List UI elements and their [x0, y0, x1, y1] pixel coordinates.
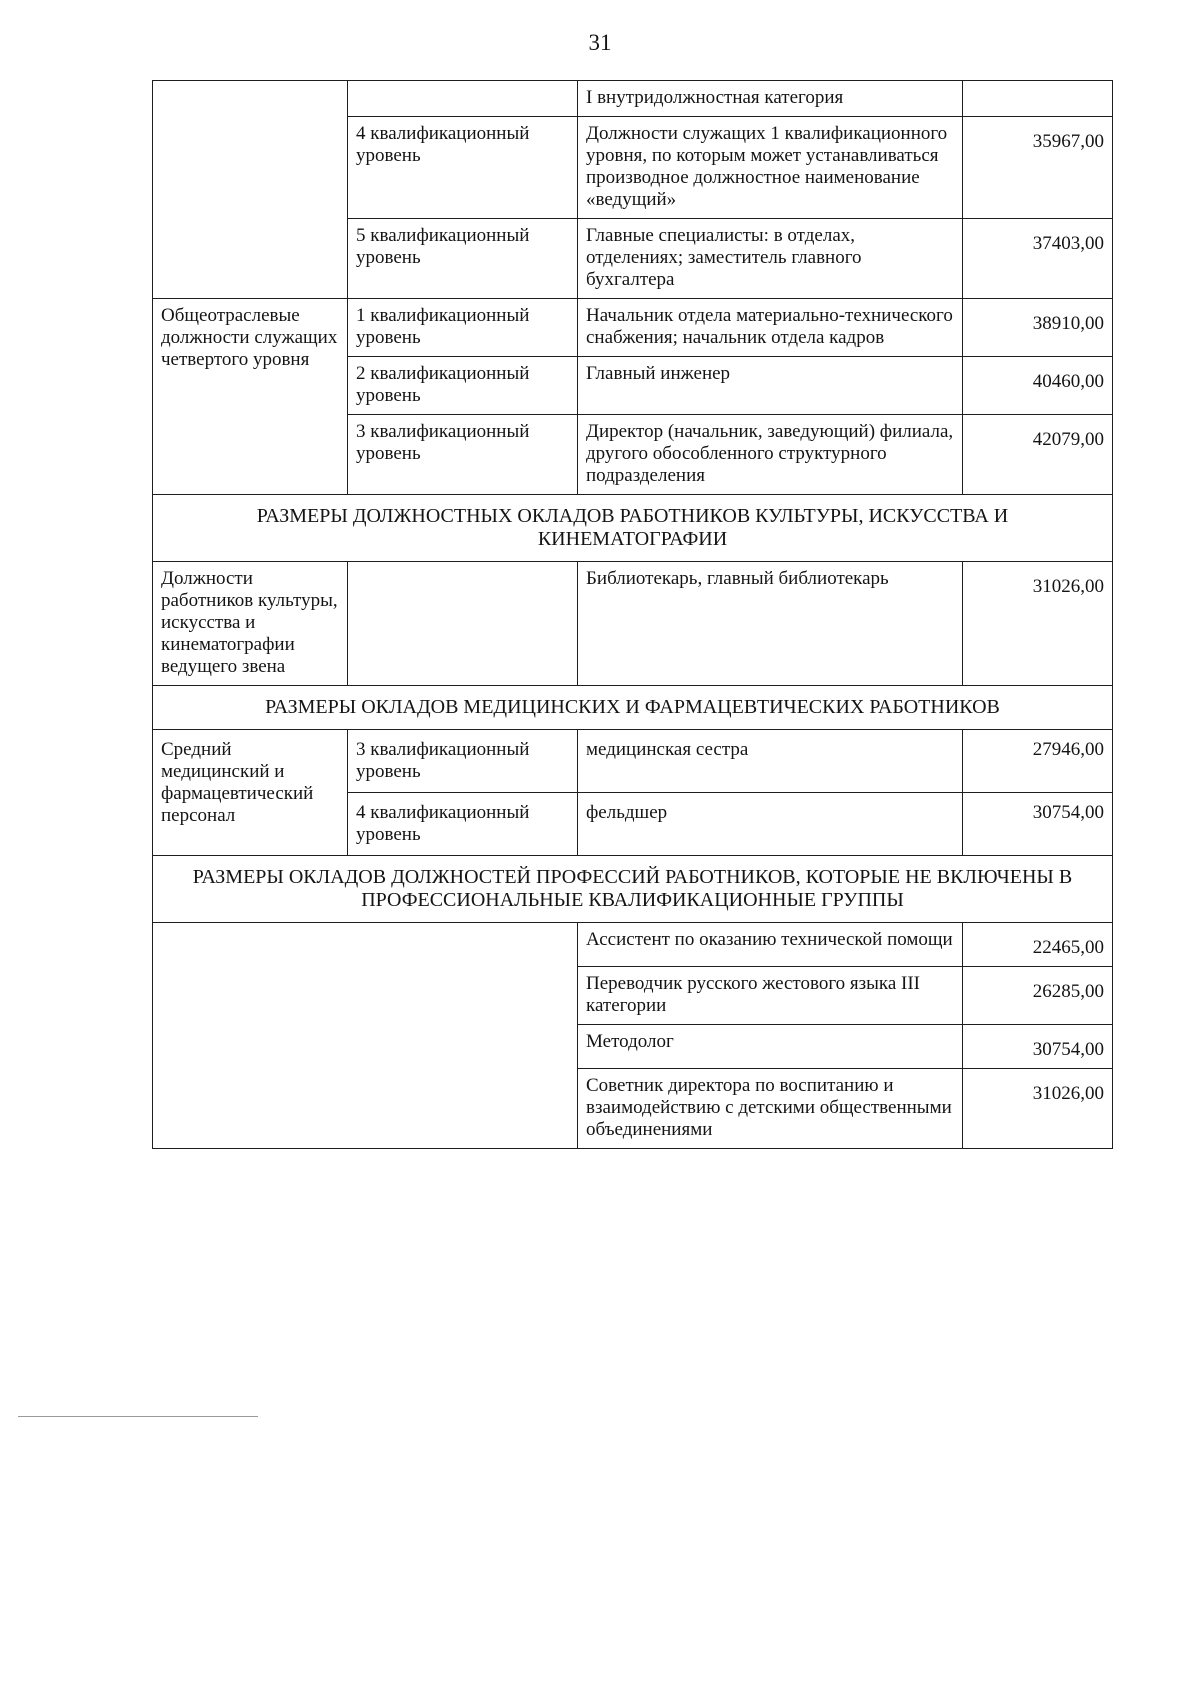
group-cell: Общеотраслевые должности служащих четвертого уровня — [153, 299, 348, 495]
level-cell: 4 квалификационный уровень — [348, 117, 578, 219]
salary-cell: 40460,00 — [963, 357, 1113, 415]
section-heading-row — [153, 686, 1113, 730]
level-cell: 5 квалификационный уровень — [348, 219, 578, 299]
position-cell: Советник директора по воспитанию и взаимодействию с детскими общественными объединениями — [578, 1069, 963, 1149]
position-cell: Главные специалисты: в отделах, отделениях; заместитель главного бухгалтера — [578, 219, 963, 299]
position-cell: Библиотекарь, главный библиотекарь — [578, 562, 963, 686]
salary-cell: 22465,00 — [963, 923, 1113, 967]
table-row — [153, 730, 1113, 793]
salary-cell: 42079,00 — [963, 415, 1113, 495]
position-cell: Директор (начальник, заведующий) филиала, другого обособленного структурного подразделения — [578, 415, 963, 495]
table-row — [153, 923, 1113, 967]
position-cell: Ассистент по оказанию технической помощи — [578, 923, 963, 967]
level-cell — [348, 562, 578, 686]
position-cell: I внутридолжностная категория — [578, 81, 963, 117]
level-cell — [348, 81, 578, 117]
position-cell: медицинская сестра — [578, 730, 963, 793]
level-cell: 3 квалификационный уровень — [348, 415, 578, 495]
empty-group-cell — [153, 923, 578, 1149]
salary-cell: 31026,00 — [963, 1069, 1113, 1149]
salary-cell: 35967,00 — [963, 117, 1113, 219]
section-heading-medical: РАЗМЕРЫ ОКЛАДОВ МЕДИЦИНСКИХ И ФАРМАЦЕВТИЧЕСКИХ РАБОТНИКОВ — [153, 686, 1113, 730]
salary-cell: 37403,00 — [963, 219, 1113, 299]
salary-cell: 38910,00 — [963, 299, 1113, 357]
position-cell: Методолог — [578, 1025, 963, 1069]
position-cell: фельдшер — [578, 793, 963, 856]
table-row — [153, 81, 1113, 117]
salary-cell: 26285,00 — [963, 967, 1113, 1025]
table-row — [153, 562, 1113, 686]
position-cell: Переводчик русского жестового языка III категории — [578, 967, 963, 1025]
section-heading-other: РАЗМЕРЫ ОКЛАДОВ ДОЛЖНОСТЕЙ ПРОФЕССИЙ РАБОТНИКОВ, КОТОРЫЕ НЕ ВКЛЮЧЕНЫ В ПРОФЕССИОНАЛЬНЫЕ КВАЛИФИКАЦИОННЫЕ ГРУППЫ — [153, 856, 1113, 923]
level-cell: 1 квалификационный уровень — [348, 299, 578, 357]
salary-cell: 31026,00 — [963, 562, 1113, 686]
salary-table-sheet — [152, 80, 1112, 1149]
table-row — [153, 299, 1113, 357]
salary-cell — [963, 81, 1113, 117]
scan-edge-rule — [18, 1416, 258, 1417]
group-cell: Должности работников культуры, искусства и кинематографии ведущего звена — [153, 562, 348, 686]
position-cell: Главный инженер — [578, 357, 963, 415]
level-cell: 4 квалификационный уровень — [348, 793, 578, 856]
group-cell-continued — [153, 81, 348, 299]
position-cell: Должности служащих 1 квалификационного уровня, по которым может устанавливаться производное должностное наименование «ведущий» — [578, 117, 963, 219]
section-heading-culture: РАЗМЕРЫ ДОЛЖНОСТНЫХ ОКЛАДОВ РАБОТНИКОВ КУЛЬТУРЫ, ИСКУССТВА И КИНЕМАТОГРАФИИ — [153, 495, 1113, 562]
position-cell: Начальник отдела материально-технического снабжения; начальник отдела кадров — [578, 299, 963, 357]
salary-cell: 30754,00 — [963, 793, 1113, 856]
salary-cell: 27946,00 — [963, 730, 1113, 793]
group-cell: Средний медицинский и фармацевтический персонал — [153, 730, 348, 856]
level-cell: 2 квалификационный уровень — [348, 357, 578, 415]
salary-cell: 30754,00 — [963, 1025, 1113, 1069]
section-heading-row — [153, 856, 1113, 923]
section-heading-row — [153, 495, 1113, 562]
page-number: 31 — [588, 30, 612, 55]
level-cell: 3 квалификационный уровень — [348, 730, 578, 793]
salary-table — [152, 80, 1113, 1149]
